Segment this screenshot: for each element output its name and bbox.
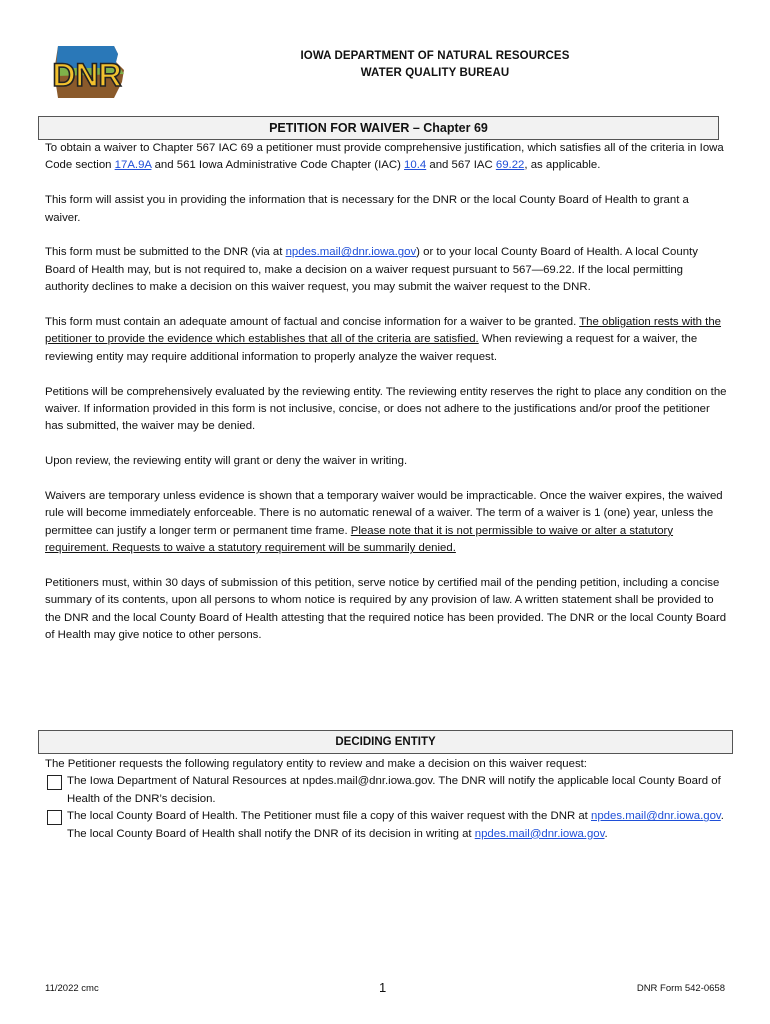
iac-69-22-link[interactable]: 69.22 — [495, 159, 525, 172]
intro-paragraph-2: This form will assist you in providing the information that is necessary for the DNR or the local County Board of Health to grant a waiver. — [45, 194, 689, 224]
iowa-code-17a9a-link[interactable]: 17A.9A — [114, 159, 152, 172]
petition-title: PETITION FOR WAIVER – Chapter 69 — [38, 116, 719, 140]
deciding-entity-title: DECIDING ENTITY — [38, 730, 733, 754]
deciding-entity-section — [45, 756, 735, 843]
agency-header — [180, 48, 690, 82]
intro-paragraph-5: Petitions will be comprehensively evaluated by the reviewing entity. The reviewing entity reserves the right to place any condition on the waiver. If information provided in this form is not inclusive, concise, or does not adhere to the justifications and/or proof the petitioner has submitted, the waiver may be denied. — [45, 385, 727, 433]
footer-revision: 11/2022 cmc — [45, 983, 99, 994]
intro-paragraph-7: Waivers are temporary unless evidence is shown that a temporary waiver would be impracticable. Once the waiver expires, the waived rule will become immediately enforceable. There is no automatic renewal of a waiver. The term of a waiver is 1 (one) year, unless the permittee can justify a longer term or permanent time frame. Please note that it is not permissible to waive or alter a statutory requirement. Requests to waive a statutory requirement will be summarily denied. — [45, 490, 723, 555]
option-county-board: The local County Board of Health. The Petitioner must file a copy of this waiver request with the DNR at npdes.mail@dnr.iowa.gov. The local County Board of Health shall notify the DNR of its decision in writing at npdes.mail@dnr.iowa.gov. — [45, 808, 735, 843]
county-board-checkbox[interactable] — [47, 810, 62, 825]
obligation-statement: The obligation rests with the petitioner to provide the evidence which establishes that all of the criteria are satisfied. — [45, 316, 722, 346]
intro-paragraph-8: Petitioners must, within 30 days of submission of this petition, serve notice by certified mail of the pending petition, including a concise summary of its contents, upon all persons to whom notice is required by any provision of law. A written statement shall be provided to the DNR and the local County Board of Health attesting that the required notice has been provided. The DNR or the local County Board of Health may give notice to other persons. — [45, 577, 727, 642]
option-dnr — [45, 773, 735, 808]
dnr-checkbox[interactable] — [47, 775, 62, 790]
npdes-email-link[interactable]: npdes.mail@dnr.iowa.gov — [285, 246, 417, 259]
npdes-email-link-2[interactable]: npdes.mail@dnr.iowa.gov — [591, 810, 721, 823]
svg-text:DNR: DNR — [52, 57, 122, 93]
statutory-note: Please note that it is not permissible to waive or alter a statutory requirement. Requests to waive a statutory requirement will be summarily denied. — [45, 524, 674, 555]
agency-name: IOWA DEPARTMENT OF NATURAL RESOURCES — [300, 50, 570, 62]
bureau-name: WATER QUALITY BUREAU — [360, 67, 510, 79]
form-number: DNR Form 542-0658 — [636, 983, 725, 994]
iac-10-4-link[interactable]: 10.4 — [404, 159, 427, 172]
npdes-email-link-3[interactable]: npdes.mail@dnr.iowa.gov — [474, 827, 605, 840]
option-dnr-label: The Iowa Department of Natural Resources at npdes.mail@dnr.iowa.gov. The DNR will notify the applicable local County Board of Health of the DNR’s decision. — [67, 775, 721, 805]
intro-text — [45, 140, 727, 662]
intro-paragraph-3: This form must be submitted to the DNR (via at npdes.mail@dnr.iowa.gov) or to your local County Board of Health. A local County Board of Health may, but is not required to, make a decision on a waiver request pursuant to 567—69.22. If the local permitting authority declines to make a decision on this waiver request, you may submit the waiver request to the DNR. — [45, 246, 698, 294]
intro-paragraph-1: To obtain a waiver to Chapter 567 IAC 69 a petitioner must provide comprehensive justification, which satisfies all of the criteria in Iowa Code section 17A.9A and 561 Iowa Administrative Code Chapter (IAC) 10.4 and 567 IAC 69.22, as applicable. — [45, 142, 724, 172]
page-number: 1 — [379, 980, 387, 995]
dnr-logo — [44, 42, 130, 102]
intro-paragraph-4: This form must contain an adequate amount of factual and concise information for a waiver to be granted. The obligation rests with the petitioner to provide the evidence which establishes that all of the criteria are satisfied. When reviewing a request for a waiver, the reviewing entity may require additional information to properly analyze the waiver request. — [45, 316, 722, 363]
deciding-entity-lead: The Petitioner requests the following regulatory entity to review and make a decision on this waiver request: — [45, 758, 587, 770]
intro-paragraph-6: Upon review, the reviewing entity will grant or deny the waiver in writing. — [45, 455, 408, 468]
